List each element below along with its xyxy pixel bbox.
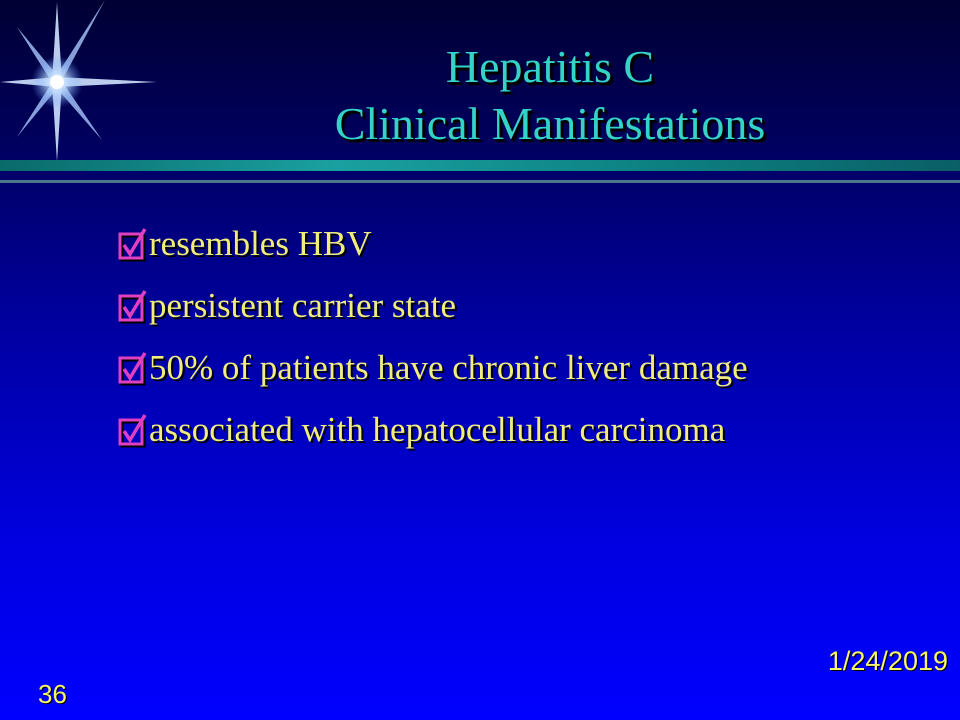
slide-date: 1/24/2019 <box>827 646 948 676</box>
bullet-item <box>117 284 748 346</box>
bullet-item <box>117 346 748 408</box>
bullet-text: resembles HBV <box>149 224 372 263</box>
bullet-text: persistent carrier state <box>149 286 457 325</box>
header-accent-bar <box>0 160 960 171</box>
bullet-text: associated with hepatocellular carcinoma <box>149 410 726 449</box>
bullet-item <box>117 408 748 470</box>
bullet-text: 50% of patients have chronic liver damage <box>149 348 748 387</box>
bullet-item <box>117 222 748 284</box>
sparkle-star-icon <box>0 0 160 175</box>
slide-title <box>230 38 870 152</box>
bullet-list <box>117 222 748 470</box>
checkbox-checked-icon <box>117 226 149 262</box>
checkbox-checked-icon <box>117 412 149 448</box>
checkbox-checked-icon <box>117 288 149 324</box>
slide-page-number: 36 <box>38 679 67 709</box>
header-divider <box>0 180 960 183</box>
checkbox-checked-icon <box>117 350 149 386</box>
title-line-2: Clinical Manifestations <box>334 98 766 149</box>
title-line-1: Hepatitis C <box>445 41 655 92</box>
